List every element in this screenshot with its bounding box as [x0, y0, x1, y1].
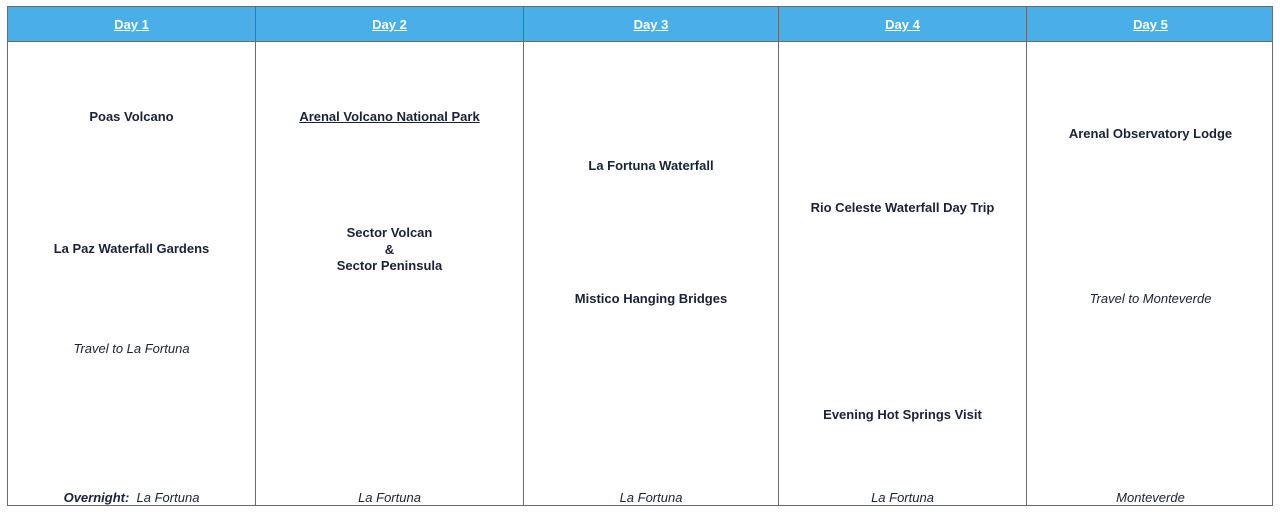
travel-note: Travel to La Fortuna: [73, 341, 190, 356]
activity-ampersand: &: [384, 241, 395, 257]
day-2-column: [256, 42, 523, 505]
itinerary-table: [7, 6, 1273, 506]
day-1-header[interactable]: Day 1: [114, 17, 149, 32]
overnight-label: Overnight:: [63, 490, 130, 505]
overnight-location: [8, 490, 255, 507]
activity-arenal-volcano-national-park[interactable]: Arenal Volcano National Park: [299, 109, 480, 124]
activity-la-paz-waterfall-gardens: La Paz Waterfall Gardens: [53, 241, 210, 256]
activity-sector-peninsula: Sector Peninsula: [336, 258, 443, 273]
day-4-header[interactable]: Day 4: [885, 17, 920, 32]
overnight-value: La Fortuna: [136, 490, 200, 505]
activity-la-fortuna-waterfall: La Fortuna Waterfall: [588, 158, 714, 173]
day-3-column: [524, 42, 778, 505]
travel-note: Travel to Monteverde: [1089, 291, 1212, 306]
day-5-header[interactable]: Day 5: [1133, 17, 1168, 32]
overnight-location: La Fortuna: [619, 490, 683, 505]
day-1-column: [8, 42, 255, 505]
day-2-header[interactable]: Day 2: [372, 17, 407, 32]
overnight-location: La Fortuna: [358, 490, 421, 505]
activity-arenal-observatory-lodge: Arenal Observatory Lodge: [1068, 126, 1233, 141]
activity-sector-volcan: Sector Volcan: [346, 225, 433, 240]
overnight-location: Monteverde: [1116, 490, 1185, 505]
day-5-column: [1027, 42, 1274, 505]
table-header-row: [8, 7, 1272, 42]
activity-rio-celeste-waterfall: Rio Celeste Waterfall Day Trip: [810, 200, 995, 215]
day-3-header[interactable]: Day 3: [633, 17, 669, 32]
activity-mistico-hanging-bridges: Mistico Hanging Bridges: [574, 291, 728, 306]
day-4-column: [779, 42, 1026, 505]
activity-evening-hot-springs: Evening Hot Springs Visit: [823, 407, 982, 422]
activity-poas-volcano: Poas Volcano: [89, 109, 174, 124]
overnight-location: La Fortuna: [871, 490, 934, 505]
